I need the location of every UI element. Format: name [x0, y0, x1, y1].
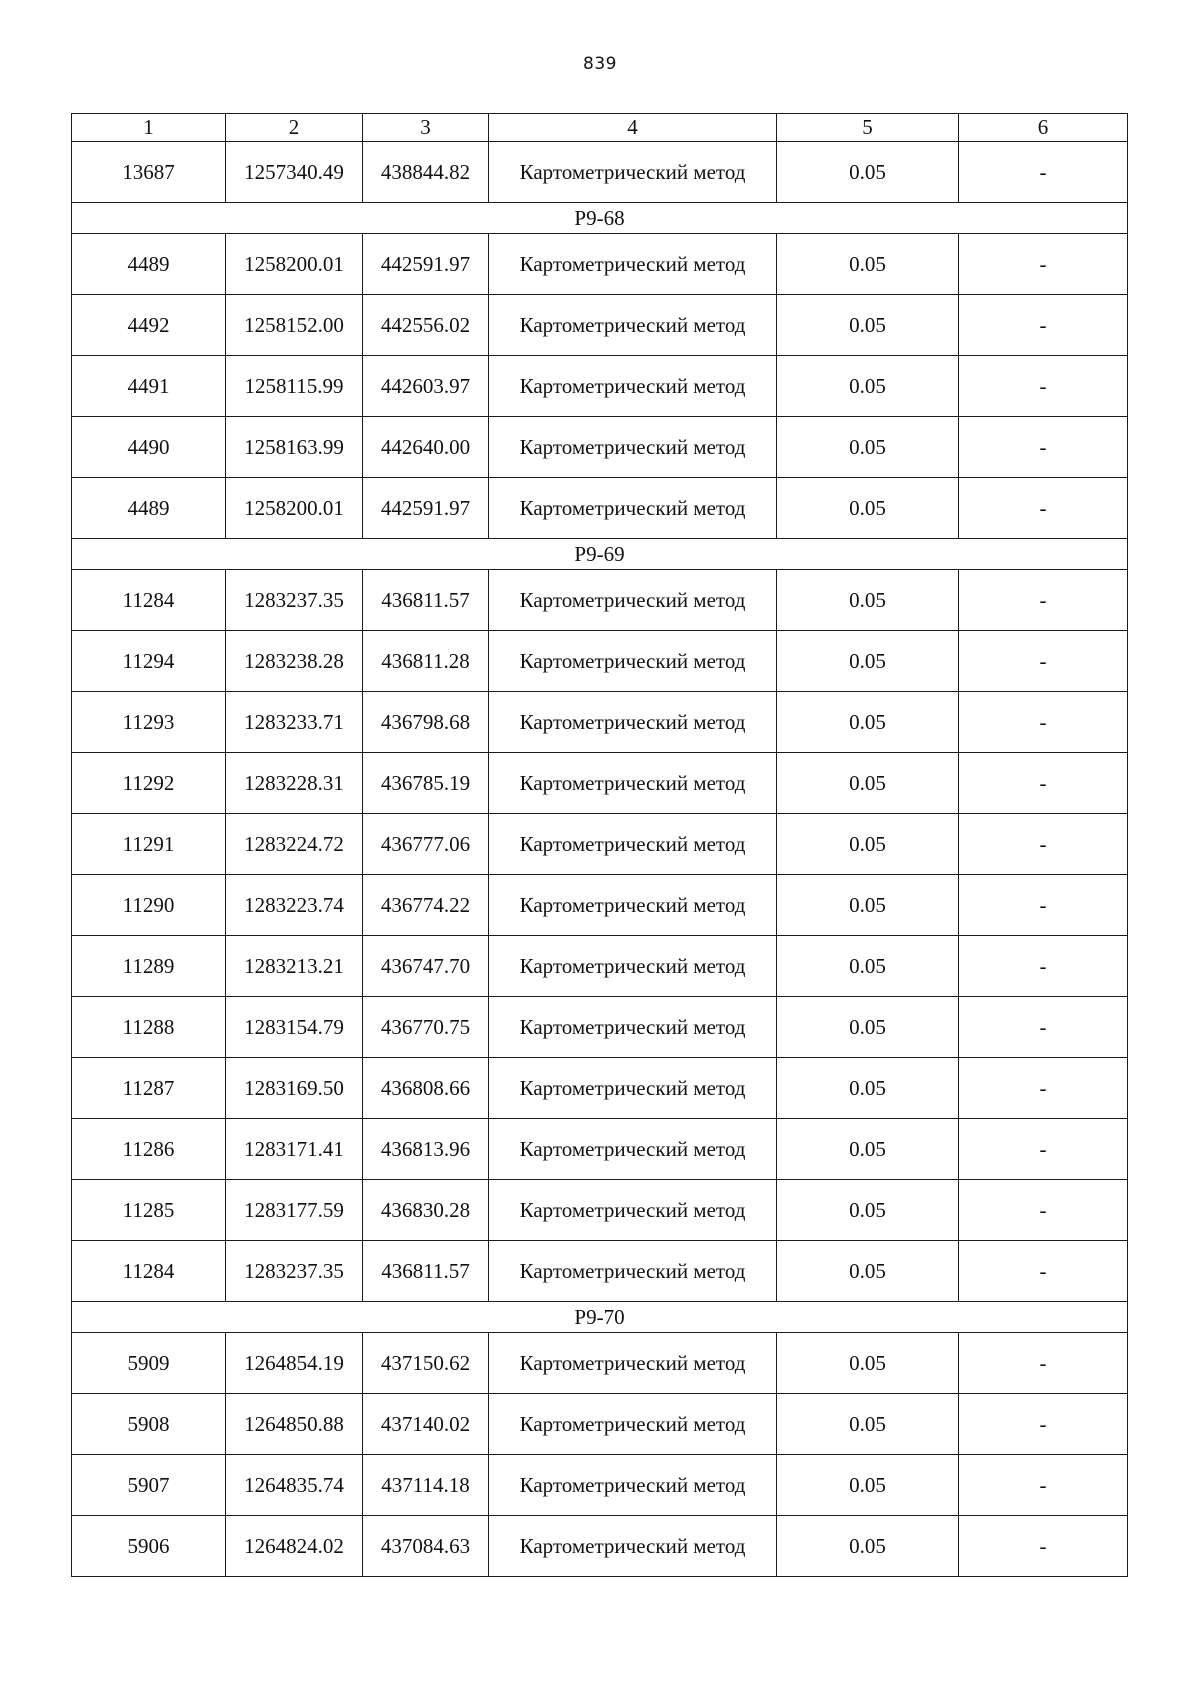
column-header: 1: [72, 114, 226, 142]
y-coordinate-cell: 436747.70: [363, 936, 489, 997]
x-coordinate-cell: 1283224.72: [226, 814, 363, 875]
note-cell: -: [959, 478, 1128, 539]
point-number-cell: 4490: [72, 417, 226, 478]
table-row: [72, 1180, 1128, 1241]
note-cell: -: [959, 1333, 1128, 1394]
table-row: [72, 875, 1128, 936]
note-cell: -: [959, 417, 1128, 478]
y-coordinate-cell: 437150.62: [363, 1333, 489, 1394]
method-cell: Картометрический метод: [489, 1333, 777, 1394]
accuracy-cell: 0.05: [777, 356, 959, 417]
x-coordinate-cell: 1264854.19: [226, 1333, 363, 1394]
header-row: [72, 114, 1128, 142]
accuracy-cell: 0.05: [777, 1180, 959, 1241]
note-cell: -: [959, 234, 1128, 295]
section-title-row: [72, 1302, 1128, 1333]
x-coordinate-cell: 1283233.71: [226, 692, 363, 753]
note-cell: -: [959, 692, 1128, 753]
x-coordinate-cell: 1258163.99: [226, 417, 363, 478]
table-row: [72, 234, 1128, 295]
method-cell: Картометрический метод: [489, 631, 777, 692]
accuracy-cell: 0.05: [777, 1455, 959, 1516]
accuracy-cell: 0.05: [777, 814, 959, 875]
y-coordinate-cell: 436777.06: [363, 814, 489, 875]
section-title-row: [72, 203, 1128, 234]
accuracy-cell: 0.05: [777, 142, 959, 203]
y-coordinate-cell: 437140.02: [363, 1394, 489, 1455]
y-coordinate-cell: 442591.97: [363, 478, 489, 539]
point-number-cell: 11294: [72, 631, 226, 692]
method-cell: Картометрический метод: [489, 997, 777, 1058]
point-number-cell: 4489: [72, 478, 226, 539]
method-cell: Картометрический метод: [489, 570, 777, 631]
point-number-cell: 11290: [72, 875, 226, 936]
note-cell: -: [959, 753, 1128, 814]
method-cell: Картометрический метод: [489, 1058, 777, 1119]
method-cell: Картометрический метод: [489, 478, 777, 539]
point-number-cell: 5907: [72, 1455, 226, 1516]
table-row: [72, 936, 1128, 997]
x-coordinate-cell: 1283228.31: [226, 753, 363, 814]
note-cell: -: [959, 356, 1128, 417]
note-cell: -: [959, 570, 1128, 631]
note-cell: -: [959, 997, 1128, 1058]
point-number-cell: 11285: [72, 1180, 226, 1241]
section-title: Р9-68: [72, 203, 1128, 234]
method-cell: Картометрический метод: [489, 1394, 777, 1455]
table-row: [72, 631, 1128, 692]
note-cell: -: [959, 1119, 1128, 1180]
y-coordinate-cell: 442603.97: [363, 356, 489, 417]
note-cell: -: [959, 814, 1128, 875]
table-row: [72, 1516, 1128, 1577]
method-cell: Картометрический метод: [489, 1516, 777, 1577]
table-row: [72, 1241, 1128, 1302]
table-row: [72, 417, 1128, 478]
note-cell: -: [959, 1180, 1128, 1241]
accuracy-cell: 0.05: [777, 875, 959, 936]
y-coordinate-cell: 437114.18: [363, 1455, 489, 1516]
y-coordinate-cell: 436774.22: [363, 875, 489, 936]
point-number-cell: 11287: [72, 1058, 226, 1119]
table-row: [72, 1119, 1128, 1180]
note-cell: -: [959, 1241, 1128, 1302]
column-header: 4: [489, 114, 777, 142]
method-cell: Картометрический метод: [489, 1180, 777, 1241]
table-row: [72, 753, 1128, 814]
y-coordinate-cell: 438844.82: [363, 142, 489, 203]
table-row: [72, 1333, 1128, 1394]
point-number-cell: 11288: [72, 997, 226, 1058]
accuracy-cell: 0.05: [777, 1119, 959, 1180]
column-header: 3: [363, 114, 489, 142]
note-cell: -: [959, 631, 1128, 692]
note-cell: -: [959, 1455, 1128, 1516]
accuracy-cell: 0.05: [777, 570, 959, 631]
method-cell: Картометрический метод: [489, 234, 777, 295]
y-coordinate-cell: 436811.57: [363, 1241, 489, 1302]
table-row: [72, 1455, 1128, 1516]
point-number-cell: 4491: [72, 356, 226, 417]
point-number-cell: 4489: [72, 234, 226, 295]
section-title: Р9-70: [72, 1302, 1128, 1333]
accuracy-cell: 0.05: [777, 631, 959, 692]
x-coordinate-cell: 1258200.01: [226, 478, 363, 539]
x-coordinate-cell: 1283223.74: [226, 875, 363, 936]
accuracy-cell: 0.05: [777, 692, 959, 753]
accuracy-cell: 0.05: [777, 753, 959, 814]
section-title-row: [72, 539, 1128, 570]
table-body: [72, 114, 1128, 1577]
y-coordinate-cell: 436770.75: [363, 997, 489, 1058]
note-cell: -: [959, 295, 1128, 356]
table-row: [72, 814, 1128, 875]
method-cell: Картометрический метод: [489, 1241, 777, 1302]
accuracy-cell: 0.05: [777, 417, 959, 478]
accuracy-cell: 0.05: [777, 478, 959, 539]
y-coordinate-cell: 442640.00: [363, 417, 489, 478]
x-coordinate-cell: 1283169.50: [226, 1058, 363, 1119]
method-cell: Картометрический метод: [489, 295, 777, 356]
x-coordinate-cell: 1258200.01: [226, 234, 363, 295]
x-coordinate-cell: 1258115.99: [226, 356, 363, 417]
y-coordinate-cell: 436830.28: [363, 1180, 489, 1241]
x-coordinate-cell: 1258152.00: [226, 295, 363, 356]
method-cell: Картометрический метод: [489, 1119, 777, 1180]
x-coordinate-cell: 1283237.35: [226, 570, 363, 631]
table-row: [72, 1058, 1128, 1119]
table-row: [72, 1394, 1128, 1455]
method-cell: Картометрический метод: [489, 417, 777, 478]
point-number-cell: 5909: [72, 1333, 226, 1394]
table-row: [72, 295, 1128, 356]
y-coordinate-cell: 436811.28: [363, 631, 489, 692]
page-number: 839: [583, 54, 617, 74]
method-cell: Картометрический метод: [489, 753, 777, 814]
x-coordinate-cell: 1264824.02: [226, 1516, 363, 1577]
point-number-cell: 11289: [72, 936, 226, 997]
accuracy-cell: 0.05: [777, 1058, 959, 1119]
x-coordinate-cell: 1264850.88: [226, 1394, 363, 1455]
point-number-cell: 5906: [72, 1516, 226, 1577]
note-cell: -: [959, 1516, 1128, 1577]
x-coordinate-cell: 1283171.41: [226, 1119, 363, 1180]
method-cell: Картометрический метод: [489, 875, 777, 936]
x-coordinate-cell: 1283238.28: [226, 631, 363, 692]
y-coordinate-cell: 436811.57: [363, 570, 489, 631]
point-number-cell: 11293: [72, 692, 226, 753]
method-cell: Картометрический метод: [489, 356, 777, 417]
accuracy-cell: 0.05: [777, 997, 959, 1058]
point-number-cell: 11291: [72, 814, 226, 875]
note-cell: -: [959, 1394, 1128, 1455]
accuracy-cell: 0.05: [777, 1516, 959, 1577]
y-coordinate-cell: 436808.66: [363, 1058, 489, 1119]
y-coordinate-cell: 436798.68: [363, 692, 489, 753]
method-cell: Картометрический метод: [489, 1455, 777, 1516]
y-coordinate-cell: 436813.96: [363, 1119, 489, 1180]
section-title: Р9-69: [72, 539, 1128, 570]
point-number-cell: 11286: [72, 1119, 226, 1180]
point-number-cell: 11284: [72, 570, 226, 631]
column-header: 2: [226, 114, 363, 142]
method-cell: Картометрический метод: [489, 692, 777, 753]
x-coordinate-cell: 1283237.35: [226, 1241, 363, 1302]
y-coordinate-cell: 437084.63: [363, 1516, 489, 1577]
point-number-cell: 13687: [72, 142, 226, 203]
point-number-cell: 4492: [72, 295, 226, 356]
note-cell: -: [959, 936, 1128, 997]
x-coordinate-cell: 1283213.21: [226, 936, 363, 997]
accuracy-cell: 0.05: [777, 1333, 959, 1394]
accuracy-cell: 0.05: [777, 1394, 959, 1455]
table-row: [72, 356, 1128, 417]
accuracy-cell: 0.05: [777, 936, 959, 997]
table-row: [72, 570, 1128, 631]
column-header: 6: [959, 114, 1128, 142]
method-cell: Картометрический метод: [489, 142, 777, 203]
table-row: [72, 478, 1128, 539]
column-header: 5: [777, 114, 959, 142]
y-coordinate-cell: 442556.02: [363, 295, 489, 356]
table-row: [72, 692, 1128, 753]
point-number-cell: 11284: [72, 1241, 226, 1302]
table-row: [72, 142, 1128, 203]
x-coordinate-cell: 1283177.59: [226, 1180, 363, 1241]
x-coordinate-cell: 1257340.49: [226, 142, 363, 203]
y-coordinate-cell: 436785.19: [363, 753, 489, 814]
note-cell: -: [959, 142, 1128, 203]
method-cell: Картометрический метод: [489, 936, 777, 997]
note-cell: -: [959, 1058, 1128, 1119]
coordinates-table: [71, 113, 1128, 1577]
y-coordinate-cell: 442591.97: [363, 234, 489, 295]
accuracy-cell: 0.05: [777, 1241, 959, 1302]
method-cell: Картометрический метод: [489, 814, 777, 875]
table-row: [72, 997, 1128, 1058]
note-cell: -: [959, 875, 1128, 936]
accuracy-cell: 0.05: [777, 234, 959, 295]
point-number-cell: 5908: [72, 1394, 226, 1455]
accuracy-cell: 0.05: [777, 295, 959, 356]
point-number-cell: 11292: [72, 753, 226, 814]
x-coordinate-cell: 1283154.79: [226, 997, 363, 1058]
x-coordinate-cell: 1264835.74: [226, 1455, 363, 1516]
